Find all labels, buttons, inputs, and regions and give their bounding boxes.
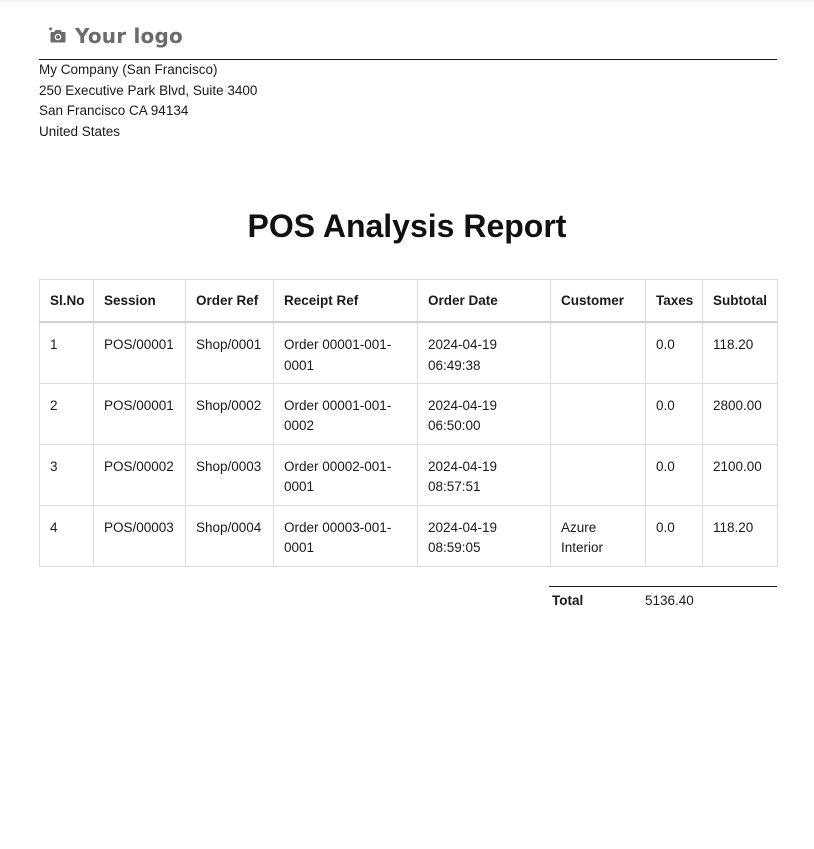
company-address xyxy=(39,60,257,142)
column-header-taxes: Taxes xyxy=(646,280,703,323)
cell-slno: 1 xyxy=(40,322,94,383)
cell-order-ref: Shop/0001 xyxy=(186,322,274,383)
cell-subtotal: 118.20 xyxy=(703,322,778,383)
cell-taxes: 0.0 xyxy=(646,322,703,383)
cell-subtotal: 2100.00 xyxy=(703,444,778,505)
total-label: Total xyxy=(552,593,584,608)
company-name: My Company (San Francisco) xyxy=(39,62,218,77)
cell-slno: 2 xyxy=(40,383,94,444)
cell-slno: 3 xyxy=(40,444,94,505)
address-street: 250 Executive Park Blvd, Suite 3400 xyxy=(39,82,258,98)
cell-customer: Azure Interior xyxy=(551,505,646,566)
cell-receipt-ref: Order 00001-001-0001 xyxy=(274,322,418,383)
column-header-customer: Customer xyxy=(551,280,646,323)
cell-subtotal: 118.20 xyxy=(703,505,778,566)
cell-receipt-ref: Order 00002-001-0001 xyxy=(274,444,418,505)
address-city: San Francisco CA 94134 xyxy=(39,103,189,118)
column-header-order-ref: Order Ref xyxy=(186,280,274,323)
orders-table xyxy=(39,279,778,567)
company-logo xyxy=(49,22,183,50)
cell-customer xyxy=(551,383,646,444)
cell-order-date: 2024-04-19 08:59:05 xyxy=(418,505,551,566)
column-header-session: Session xyxy=(94,280,186,323)
column-header-receipt-ref: Receipt Ref xyxy=(274,280,418,323)
logo-text: Your logo xyxy=(75,24,183,48)
address-country: United States xyxy=(39,123,121,139)
cell-receipt-ref: Order 00001-001-0002 xyxy=(274,383,418,444)
cell-session: POS/00001 xyxy=(94,322,186,383)
cell-subtotal: 2800.00 xyxy=(703,383,778,444)
cell-customer xyxy=(551,322,646,383)
report-title: POS Analysis Report xyxy=(247,208,567,244)
cell-taxes: 0.0 xyxy=(646,444,703,505)
cell-taxes: 0.0 xyxy=(646,505,703,566)
totals-section xyxy=(549,586,777,608)
cell-customer xyxy=(551,444,646,505)
column-header-slno: Sl.No xyxy=(40,280,94,323)
cell-order-ref: Shop/0004 xyxy=(186,505,274,566)
cell-order-ref: Shop/0002 xyxy=(186,383,274,444)
table-row xyxy=(40,322,778,383)
cell-order-date: 2024-04-19 06:50:00 xyxy=(418,383,551,444)
total-value: 5136.40 xyxy=(645,593,694,608)
column-header-order-date: Order Date xyxy=(418,280,551,323)
table-header-row xyxy=(40,280,778,323)
cell-receipt-ref: Order 00003-001-0001 xyxy=(274,505,418,566)
column-header-subtotal: Subtotal xyxy=(703,280,778,323)
cell-session: POS/00003 xyxy=(94,505,186,566)
cell-taxes: 0.0 xyxy=(646,383,703,444)
table-row xyxy=(40,444,778,505)
cell-session: POS/00001 xyxy=(94,383,186,444)
camera-icon xyxy=(49,27,67,45)
cell-session: POS/00002 xyxy=(94,444,186,505)
table-row xyxy=(40,505,778,566)
cell-slno: 4 xyxy=(40,505,94,566)
cell-order-date: 2024-04-19 08:57:51 xyxy=(418,444,551,505)
cell-order-date: 2024-04-19 06:49:38 xyxy=(418,322,551,383)
page-top-edge xyxy=(0,0,814,2)
table-row xyxy=(40,383,778,444)
cell-order-ref: Shop/0003 xyxy=(186,444,274,505)
